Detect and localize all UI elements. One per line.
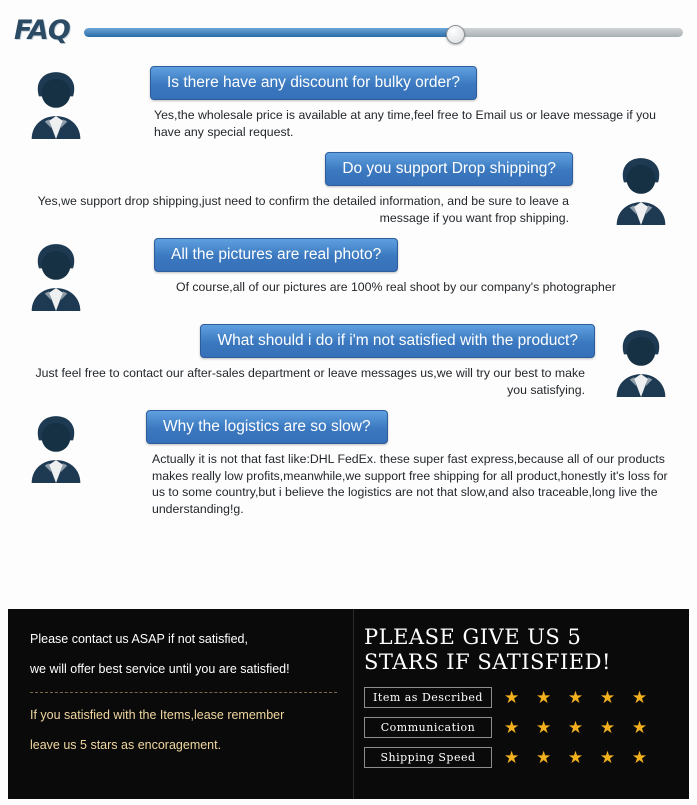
support-agent-icon (18, 66, 94, 142)
faq-question[interactable]: Why the logistics are so slow? (146, 410, 388, 444)
avatar (10, 404, 102, 486)
faq-content (102, 232, 687, 296)
footer-rating-block (353, 609, 689, 799)
faq-answer: Of course,all of our pictures are 100% real shoot by our company's photographer (176, 280, 616, 295)
faq-item (0, 232, 697, 314)
faq-list (0, 60, 697, 517)
support-agent-icon (603, 324, 679, 400)
avatar (595, 146, 687, 228)
page-title: FAQ (14, 14, 70, 46)
rating-label-item-as-described: Item as Described (364, 687, 492, 708)
rating-row (364, 717, 679, 738)
faq-item (0, 318, 697, 400)
faq-question[interactable]: Do you support Drop shipping? (325, 152, 573, 186)
faq-header (0, 0, 697, 60)
star-rating-icon[interactable]: ★ ★ ★ ★ ★ (504, 717, 654, 737)
faq-answer: Just feel free to contact our after-sales department or leave messages us,we will try our best to make you satisfying. (35, 366, 585, 397)
faq-content (102, 404, 687, 517)
rating-row (364, 687, 679, 708)
slider-knob[interactable] (446, 25, 465, 44)
avatar (10, 60, 102, 142)
footer-rating-heading-line-1: PLEASE GIVE US 5 (364, 625, 582, 649)
avatar (10, 232, 102, 314)
support-agent-icon (18, 410, 94, 486)
star-rating-icon[interactable]: ★ ★ ★ ★ ★ (504, 687, 654, 707)
faq-answer: Yes,the wholesale price is available at any time,feel free to Email us or leave message if you have any special request. (154, 108, 656, 139)
faq-content (102, 60, 687, 140)
faq-answer: Actually it is not that fast like:DHL FedEx. these super fast express,because all of our products makes really low profits,meanwhile,we support free shipping for all product,honestly it's loss for us to some country,but i believe the logistics are not that slow,and also traceable,long live the understanding!g. (152, 452, 668, 516)
footer-rating-heading (364, 625, 679, 675)
rating-label-communication: Communication (364, 717, 492, 738)
footer-banner (8, 609, 689, 799)
faq-question[interactable]: What should i do if i'm not satisfied with the product? (200, 324, 595, 358)
footer-rating-request-line-1: If you satisfied with the Items,lease remember (30, 707, 285, 722)
progress-slider[interactable] (84, 27, 683, 38)
faq-question[interactable]: Is there have any discount for bulky order? (150, 66, 477, 100)
footer-contact-block (8, 609, 353, 799)
support-agent-icon (18, 238, 94, 314)
avatar (595, 318, 687, 400)
faq-answer: Yes,we support drop shipping,just need to confirm the detailed information, and be sure to leave a message if you want frop shipping. (37, 194, 569, 225)
rating-label-shipping-speed: Shipping Speed (364, 747, 492, 768)
footer-rating-heading-line-2: STARS IF SATISFIED! (364, 649, 611, 674)
footer-contact-line-2: we will offer best service until you are satisfied! (30, 662, 290, 677)
slider-track-empty (455, 28, 683, 37)
divider (30, 692, 337, 693)
slider-track-filled (84, 28, 461, 37)
faq-item (0, 60, 697, 142)
faq-item (0, 404, 697, 517)
faq-content (10, 318, 595, 398)
faq-question[interactable]: All the pictures are real photo? (154, 238, 398, 272)
rating-row (364, 747, 679, 768)
faq-content (10, 146, 595, 226)
star-rating-icon[interactable]: ★ ★ ★ ★ ★ (504, 747, 654, 767)
footer-rating-request-line-2: leave us 5 stars as encoragement. (30, 737, 222, 752)
support-agent-icon (603, 152, 679, 228)
footer-contact-line-1: Please contact us ASAP if not satisfied, (30, 632, 248, 646)
faq-item (0, 146, 697, 228)
